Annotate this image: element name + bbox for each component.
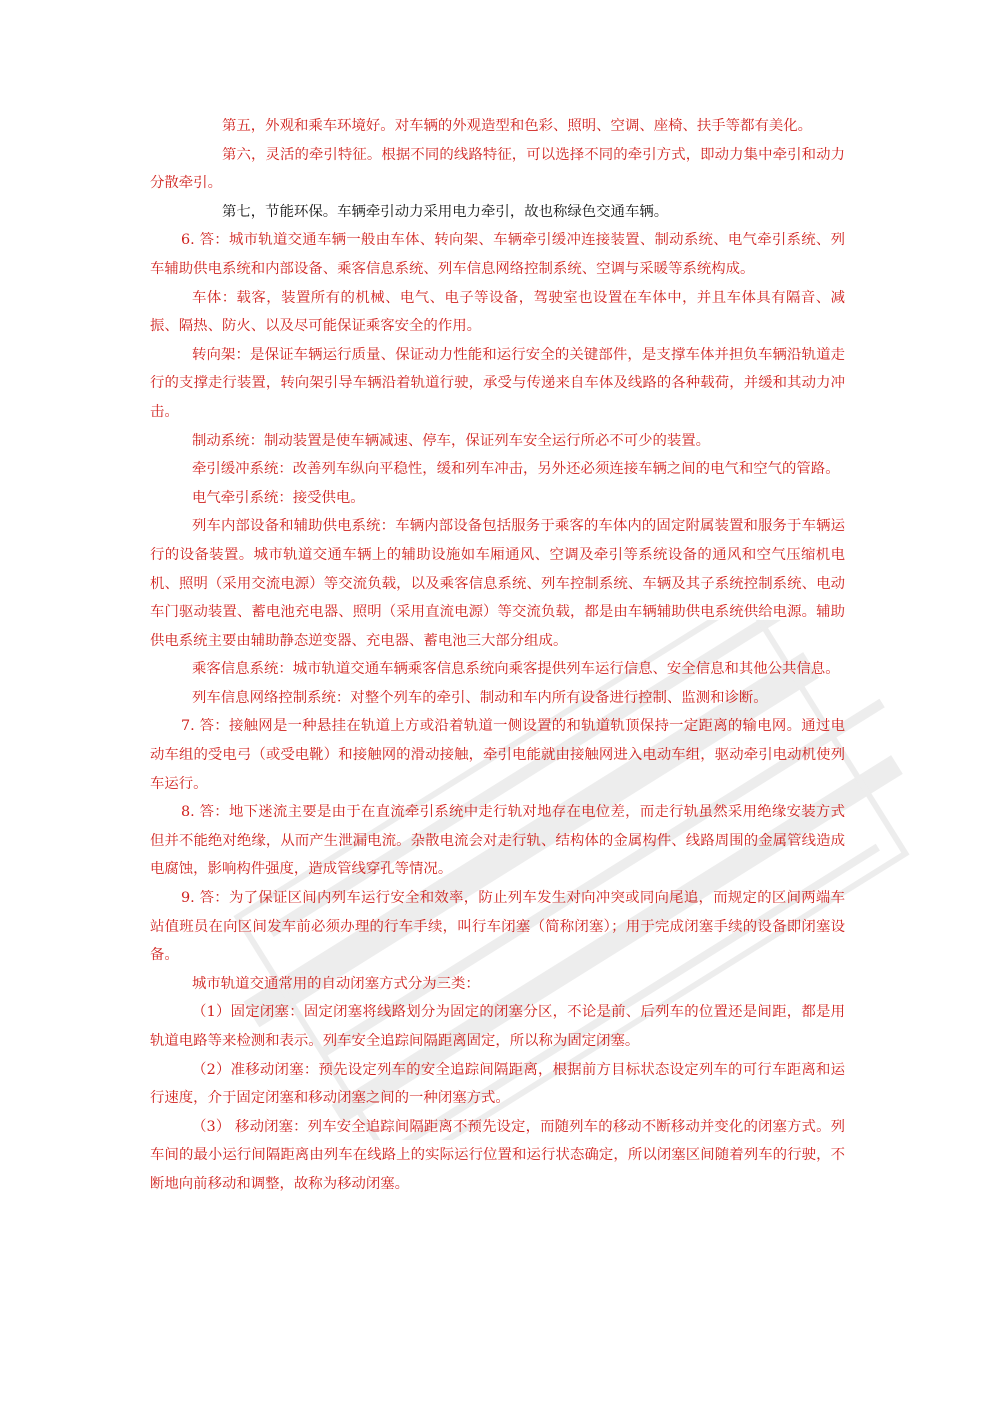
paragraph-quasi-moving-block: （2）准移动闭塞：预先设定列车的安全追踪间隔距离，根据前方目标状态设定列车的可行车距离和运行速度，介于固定闭塞和移动闭塞之间的一种闭塞方式。 — [150, 1061, 845, 1107]
paragraph-passenger-info: 乘客信息系统：城市轨道交通车辆乘客信息系统向乘客提供列车运行信息、安全信息和其他公共信息。 — [192, 661, 840, 678]
paragraph-sixth: 第六，灵活的牵引特征。根据不同的线路特征，可以选择不同的牵引方式，即动力集中牵引和动力分散牵引。 — [150, 146, 845, 192]
paragraph-answer-8: 8. 答：地下迷流主要是由于在直流牵引系统中走行轨对地存在电位差，而走行轨虽然采用绝缘安装方式但并不能绝对绝缘，从而产生泄漏电流。杂散电流会对走行轨、结构体的金属构件、线路周围的金属管线造成电腐蚀，影响构件强度，造成管线穿孔等情况。 — [150, 804, 845, 878]
paragraph-block-types: 城市轨道交通常用的自动闭塞方式分为三类： — [192, 975, 480, 992]
paragraph-bogie: 转向架：是保证车辆运行质量、保证动力性能和运行安全的关键部件，是支撑车体并担负车辆沿轨道走行的支撑走行装置，转向架引导车辆沿着轨道行驶，承受与传递来自车体及线路的各种载荷，并缓和其动力冲击。 — [150, 346, 845, 420]
paragraph-fixed-block: （1）固定闭塞：固定闭塞将线路划分为固定的闭塞分区，不论是前、后列车的位置还是间距，都是用轨道电路等来检测和表示。列车安全追踪间隔距离固定，所以称为固定闭塞。 — [150, 1004, 845, 1049]
paragraph-aux-power: 列车内部设备和辅助供电系统：车辆内部设备包括服务于乘客的车体内的固定附属装置和服务于车辆运行的设备装置。城市轨道交通车辆上的辅助设施如车厢通风、空调及牵引等系统设备的通风和空气压缩机电机、照明（采用交流电源）等交流负载，以及乘客信息系统、列车控制系统、车辆及其子系统控制系统、电动车门驱动装置、蓄电池充电器、照明（采用直流电源）等交流负载，都是由车辆辅助供电系统供给电源。辅助供电系统主要由辅助静态逆变器、充电器、蓄电池三大部分组成。 — [150, 518, 845, 649]
answer-text-body — [150, 112, 845, 1199]
paragraph-traction: 电气牵引系统：接受供电。 — [192, 489, 365, 506]
paragraph-network-control: 列车信息网络控制系统：对整个列车的牵引、制动和车内所有设备进行控制、监测和诊断。 — [192, 689, 768, 706]
paragraph-fifth: 第五，外观和乘车环境好。对车辆的外观造型和色彩、照明、空调、座椅、扶手等都有美化。 — [222, 118, 813, 134]
paragraph-draft-gear: 牵引缓冲系统：改善列车纵向平稳性，缓和列车冲击，另外还必须连接车辆之间的电气和空气的管路。 — [192, 461, 840, 478]
paragraph-answer-9: 9. 答：为了保证区间内列车运行安全和效率，防止列车发生对向冲突或同向尾追，而规定的区间两端车站值班员在向区间发车前必须办理的行车手续，叫行车闭塞（简称闭塞）；用于完成闭塞手续的设备即闭塞设备。 — [150, 890, 845, 964]
paragraph-car-body: 车体：载客，装置所有的机械、电气、电子等设备，驾驶室也设置在车体中，并且车体具有隔音、减振、隔热、防火、以及尽可能保证乘客安全的作用。 — [150, 289, 845, 335]
paragraph-seventh: 第七，节能环保。车辆牵引动力采用电力牵引，故也称绿色交通车辆。 — [222, 203, 669, 220]
paragraph-moving-block: （3） 移动闭塞：列车安全追踪间隔距离不预先设定，而随列车的移动不断移动并变化的闭塞方式。列车间的最小运行间隔距离由列车在线路上的实际运行位置和运行状态确定，所以闭塞区间随着列车的行驶，不断地向前移动和调整，故称为移动闭塞。 — [150, 1118, 845, 1192]
paragraph-answer-6: 6. 答：城市轨道交通车辆一般由车体、转向架、车辆牵引缓冲连接装置、制动系统、电气牵引系统、列车辅助供电系统和内部设备、乘客信息系统、列车信息网络控制系统、空调与采暖等系统构成。 — [150, 232, 845, 277]
paragraph-brake-system: 制动系统：制动装置是使车辆减速、停车，保证列车安全运行所必不可少的装置。 — [192, 432, 711, 449]
paragraph-answer-7: 7. 答：接触网是一种悬挂在轨道上方或沿着轨道一侧设置的和轨道轨顶保持一定距离的输电网。通过电动车组的受电弓（或受电靴）和接触网的滑动接触，牵引电能就由接触网进入电动车组，驱动牵引电动机使列车运行。 — [150, 718, 845, 792]
